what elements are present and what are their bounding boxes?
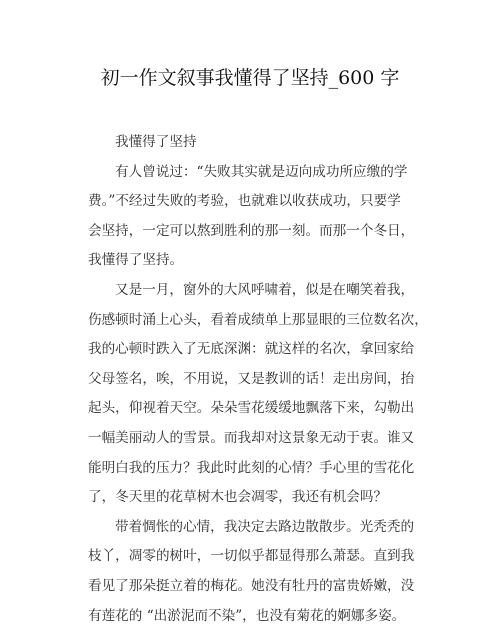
- article-line: 有莲花的 “出淤泥而不染”，也没有菊花的婀娜多姿。: [88, 602, 418, 631]
- article-line: 会坚持，一定可以熬到胜利的那一刻。而那一个冬日，: [88, 217, 418, 247]
- article-line: 起头，仰视着天空。朵朵雪花缓缓地飘落下来，勾勒出: [88, 394, 418, 424]
- article-line: 我懂得了坚持。: [88, 246, 418, 276]
- article-line: 了，冬天里的花草树木也会凋零，我还有机会吗？: [88, 483, 418, 513]
- article-line: 能明白我的压力？我此时此刻的心情？手心里的雪花化: [88, 454, 418, 484]
- article-line: 枝丫，凋零的树叶，一切似乎都显得那么萧瑟。直到我: [88, 542, 418, 572]
- article-body: [88, 128, 418, 631]
- document-title: 初一作文叙事我懂得了坚持_600 字: [0, 64, 500, 92]
- article-line: 带着惆怅的心情，我决定去路边散散步。光秃秃的: [88, 513, 418, 543]
- article-line: 又是一月，窗外的大风呼啸着，似是在嘲笑着我，: [88, 276, 418, 306]
- article-line: 父母签名，唉，不用说，又是教训的话！走出房间，抬: [88, 365, 418, 395]
- article-line: 看见了那朵挺立着的梅花。她没有牡丹的富贵娇嫩，没: [88, 572, 418, 602]
- article-line: 一幅美丽动人的雪景。而我却对这景象无动于衷。谁又: [88, 424, 418, 454]
- article-line: 伤感顿时涌上心头，看着成绩单上那显眼的三位数名次，: [88, 306, 418, 336]
- article-line: 费。”不经过失败的考验，也就难以收获成功，只要学: [88, 187, 418, 217]
- article-line: 我懂得了坚持: [88, 128, 418, 158]
- article-line: 有人曾说过：“失败其实就是迈向成功所应缴的学: [88, 158, 418, 188]
- article-line: 我的心顿时跌入了无底深渊：就这样的名次，拿回家给: [88, 335, 418, 365]
